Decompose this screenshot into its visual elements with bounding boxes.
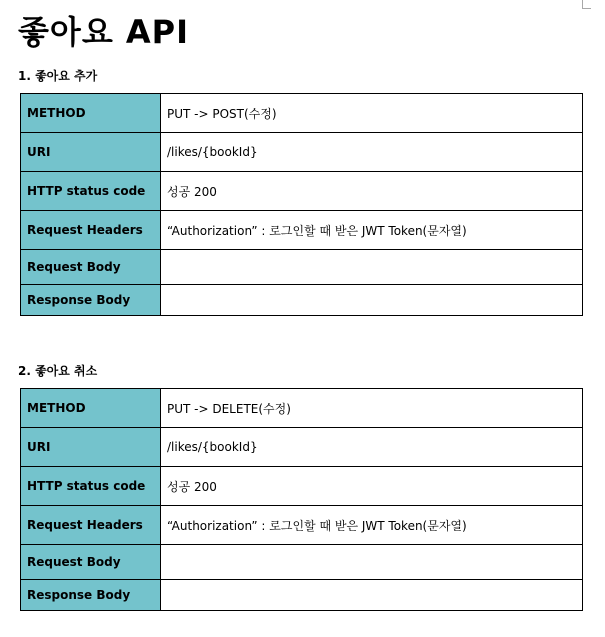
page-corner-mark: [582, 0, 591, 9]
row-value: [161, 250, 583, 285]
section-heading-like-cancel: 2. 좋아요 취소: [18, 364, 98, 378]
row-value: PUT -> POST(수정): [161, 94, 583, 133]
row-key: HTTP status code: [21, 467, 161, 506]
row-value: “Authorization” : 로그인할 때 받은 JWT Token(문자열): [161, 506, 583, 545]
table-row: [21, 285, 583, 316]
row-value: [161, 285, 583, 316]
row-key: METHOD: [21, 389, 161, 428]
row-key: Response Body: [21, 580, 161, 611]
row-key: Request Headers: [21, 506, 161, 545]
row-value: /likes/{bookId}: [161, 133, 583, 172]
document-title: 좋아요 API: [18, 13, 190, 51]
spec-table-like-add: [20, 93, 583, 316]
row-key: METHOD: [21, 94, 161, 133]
row-key: URI: [21, 428, 161, 467]
table-row: [21, 211, 583, 250]
table-row: [21, 389, 583, 428]
row-value: [161, 545, 583, 580]
table-row: [21, 250, 583, 285]
row-key: URI: [21, 133, 161, 172]
table-row: [21, 506, 583, 545]
row-value: “Authorization” : 로그인할 때 받은 JWT Token(문자열): [161, 211, 583, 250]
row-value: /likes/{bookId}: [161, 428, 583, 467]
section-heading-like-add: 1. 좋아요 추가: [18, 69, 98, 83]
row-value: 성공 200: [161, 467, 583, 506]
row-key: HTTP status code: [21, 172, 161, 211]
spec-table-like-cancel: [20, 388, 583, 611]
row-value: PUT -> DELETE(수정): [161, 389, 583, 428]
table-row: [21, 428, 583, 467]
table-row: [21, 133, 583, 172]
row-key: Request Body: [21, 545, 161, 580]
row-key: Response Body: [21, 285, 161, 316]
table-row: [21, 580, 583, 611]
table-row: [21, 467, 583, 506]
row-value: [161, 580, 583, 611]
table-row: [21, 94, 583, 133]
row-value: 성공 200: [161, 172, 583, 211]
table-row: [21, 172, 583, 211]
row-key: Request Headers: [21, 211, 161, 250]
row-key: Request Body: [21, 250, 161, 285]
table-row: [21, 545, 583, 580]
